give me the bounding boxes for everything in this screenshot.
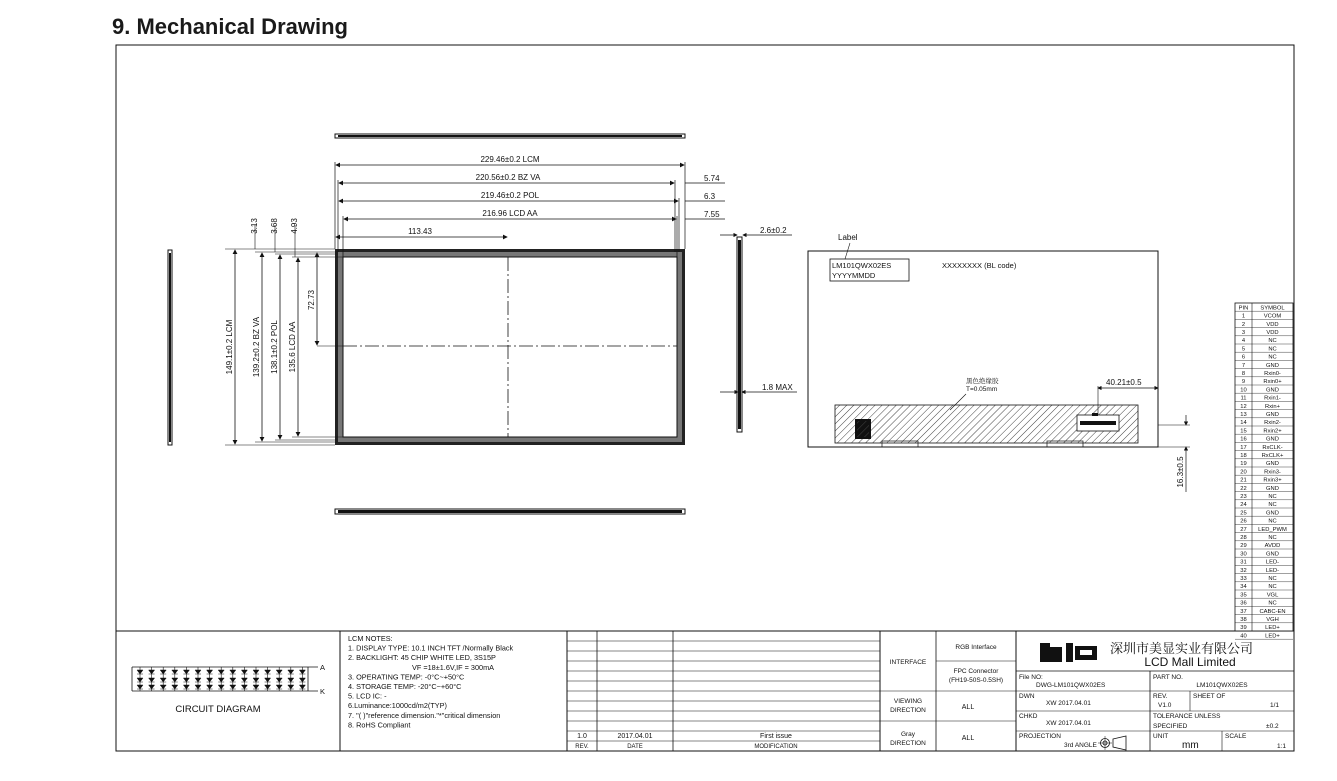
pin-number: 27 — [1240, 526, 1247, 533]
pin-number: 28 — [1240, 535, 1247, 541]
pin-symbol: Rxin0- — [1264, 371, 1281, 377]
label-tag: Label — [838, 233, 858, 242]
revision-date: 2017.04.01 — [617, 733, 653, 740]
viewing-value: ALL — [961, 704, 975, 711]
chkd-label: CHKD — [1019, 713, 1038, 720]
led-icon — [183, 670, 189, 674]
part-no: LM101QWX02ES — [1196, 682, 1248, 689]
led-icon — [241, 685, 247, 689]
tolerance-value: ±0.2 — [1266, 723, 1279, 730]
label-line-2: YYYYMMDD — [832, 271, 876, 280]
front-view — [168, 134, 725, 514]
rev-value: V1.0 — [1158, 702, 1172, 709]
led-icon — [195, 670, 201, 674]
dwn-label: DWN — [1019, 693, 1035, 700]
pin-symbol: VGH — [1266, 617, 1279, 623]
pin-symbol: GND — [1266, 436, 1279, 443]
rev-label: REV. — [1153, 693, 1168, 700]
pin-symbol: LED+ — [1265, 633, 1280, 640]
back-view — [808, 233, 1190, 492]
projection-symbol-icon — [1098, 736, 1126, 750]
note-line: 6.Luminance:1000cd/m2(TYP) — [348, 701, 447, 711]
led-icon — [288, 685, 294, 689]
chkd-value: XW 2017.04.01 — [1046, 720, 1091, 727]
pin-symbol: NC — [1268, 535, 1277, 541]
dim-lcm-height: 149.1±0.2 LCM — [225, 319, 234, 375]
pin-number: 22 — [1240, 485, 1247, 492]
pin-header-symbol: SYMBOL — [1260, 305, 1285, 312]
pin-number: 21 — [1240, 477, 1247, 484]
dim-fpc-offset: 40.21±0.5 — [1106, 378, 1142, 387]
pin-symbol: GND — [1266, 510, 1279, 517]
pin-symbol: Rxin1- — [1264, 395, 1281, 402]
dim-fpc-height: 16.3±0.5 — [1176, 456, 1185, 488]
tape-note-1: 黑色绝缘胶 — [966, 378, 999, 385]
note-line: 7. "( )"reference dimension."*"critical dimension — [348, 710, 501, 720]
led-icon — [276, 685, 282, 689]
viewing-label-2: DIRECTION — [890, 707, 926, 714]
note-line: VF =18±1.6V,IF = 300mA — [412, 662, 495, 672]
led-icon — [241, 670, 247, 674]
pin-number: 11 — [1240, 395, 1247, 402]
interface-fpc-2: (FH19-50S-0.5SH) — [948, 677, 1004, 684]
dim-top-offset-1: 3.13 — [250, 218, 259, 234]
pin-number: 18 — [1240, 453, 1247, 459]
pin-symbol: NC — [1268, 354, 1277, 361]
led-icon — [183, 685, 189, 689]
dim-pol-height: 138.1±0.2 POL — [270, 320, 279, 374]
dim-right-offset-3: 7.55 — [704, 210, 720, 219]
led-icon — [265, 685, 271, 689]
pin-number: 35 — [1240, 592, 1247, 599]
dim-lcd-aa-height: 135.6 LCD AA — [288, 321, 297, 373]
pin-symbol: GND — [1266, 551, 1279, 558]
pin-symbol: NC — [1268, 576, 1277, 582]
scale-label: SCALE — [1225, 733, 1247, 740]
dim-pol-width: 219.46±0.2 POL — [480, 191, 540, 200]
pin-symbol: NC — [1268, 338, 1277, 345]
dim-center-x: 113.43 — [408, 227, 432, 236]
led-icon — [172, 685, 178, 689]
company-name-en: LCD Mall Limited — [1144, 655, 1236, 669]
pin-number: 2 — [1241, 321, 1246, 328]
note-line: 4. STORAGE TEMP: -20°C~+60°C — [348, 682, 462, 691]
led-icon — [253, 685, 259, 689]
bl-code: XXXXXXXX (BL code) — [942, 261, 1017, 270]
pin-number: 13 — [1240, 412, 1247, 418]
dim-center-y: 72.73 — [307, 289, 316, 311]
led-icon — [137, 670, 143, 674]
pin-symbol: NC — [1268, 584, 1277, 591]
pin-symbol: LED+ — [1265, 625, 1280, 632]
circuit-cathode: K — [320, 687, 326, 696]
pin-symbol: NC — [1268, 600, 1277, 607]
page-title: 9. Mechanical Drawing — [112, 14, 348, 39]
pin-symbol: Rxin3- — [1264, 469, 1281, 476]
led-icon — [299, 685, 305, 689]
revision-header-date: DATE — [627, 744, 643, 750]
projection-value: 3rd ANGLE — [1064, 742, 1097, 749]
pin-number: 23 — [1240, 494, 1247, 500]
pin-header-pin: PIN — [1238, 305, 1249, 312]
pin-number: 38 — [1240, 617, 1247, 623]
pin-symbol: GND — [1266, 461, 1279, 468]
revision-modification: First issue — [760, 733, 792, 740]
led-icon — [160, 670, 166, 674]
note-line: 8. RoHS Compliant — [348, 720, 411, 730]
pin-number: 36 — [1240, 600, 1247, 607]
dim-right-offset-2: 6.3 — [704, 192, 716, 201]
pin-symbol: VCOM — [1263, 313, 1282, 320]
pin-symbol: NC — [1268, 346, 1277, 353]
interface-rgb: RGB Interface — [955, 644, 997, 651]
dim-top-offset-3: 4.93 — [290, 218, 299, 234]
note-line: 2. BACKLIGHT: 45 CHIP WHITE LED, 3S15P — [348, 653, 496, 663]
pin-number: 34 — [1240, 584, 1247, 591]
led-icon — [230, 678, 236, 682]
dwn-value: XW 2017.04.01 — [1046, 700, 1091, 707]
pin-number: 25 — [1240, 510, 1247, 517]
pin-symbol: GND — [1266, 387, 1279, 394]
company-logo — [1040, 643, 1097, 662]
pin-number: 20 — [1240, 469, 1247, 476]
note-line: 5. LCD IC: - — [348, 691, 387, 701]
pin-symbol: NC — [1268, 494, 1277, 500]
led-icon — [288, 670, 294, 674]
pin-symbol: NC — [1268, 502, 1277, 509]
led-icon — [207, 685, 213, 689]
pin-symbol: Rxin2+ — [1263, 428, 1282, 435]
pin-symbol: VDD — [1266, 330, 1279, 336]
led-icon — [149, 670, 155, 674]
pin-number: 24 — [1240, 502, 1247, 509]
file-no-label: File NO: — [1019, 674, 1043, 681]
pin-symbol: VDD — [1266, 321, 1279, 328]
led-icon — [160, 678, 166, 682]
pin-symbol: Rxin2- — [1264, 420, 1281, 427]
circuit-anode: A — [320, 663, 326, 672]
dim-bz-va-height: 139.2±0.2 BZ VA — [252, 316, 261, 378]
pin-number: 8 — [1241, 371, 1246, 377]
pin-table — [1235, 303, 1293, 639]
led-icon — [276, 678, 282, 682]
dim-top-offset-2: 3.68 — [270, 218, 279, 234]
led-icon — [195, 685, 201, 689]
dim-side-thickness: 2.6±0.2 — [760, 226, 787, 235]
part-no-label: PART NO. — [1153, 674, 1183, 681]
revision-header-modification: MODIFICATION — [754, 744, 798, 750]
scale-value: 1:1 — [1277, 743, 1287, 750]
pin-number: 3 — [1241, 330, 1246, 336]
interface-label: INTERFACE — [889, 659, 927, 666]
viewing-label-1: VIEWING — [893, 698, 923, 705]
led-icon — [149, 678, 155, 682]
pin-number: 39 — [1240, 625, 1247, 632]
pin-symbol: AVDD — [1264, 543, 1281, 550]
pin-number: 15 — [1240, 428, 1247, 435]
tape-note-2: T=0.05mm — [966, 386, 998, 393]
led-icon — [195, 678, 201, 682]
pin-number: 31 — [1240, 559, 1247, 566]
pin-symbol: LED- — [1265, 567, 1280, 574]
gray-label-2: DIRECTION — [890, 740, 926, 747]
pin-symbol: GND — [1266, 412, 1279, 418]
tolerance-label-2: SPECIFIED — [1153, 723, 1188, 730]
pin-number: 26 — [1240, 518, 1247, 525]
pin-number: 5 — [1241, 346, 1246, 353]
pin-symbol: GND — [1266, 362, 1279, 369]
led-icon — [160, 685, 166, 689]
led-icon — [137, 685, 143, 689]
unit-label: UNIT — [1153, 733, 1169, 740]
pin-symbol: Rxin3+ — [1263, 477, 1282, 484]
pin-number: 19 — [1240, 461, 1247, 468]
pin-number: 32 — [1240, 567, 1247, 574]
pin-number: 30 — [1240, 551, 1247, 558]
pin-number: 6 — [1241, 354, 1246, 361]
pin-number: 9 — [1241, 379, 1246, 386]
led-icon — [137, 678, 143, 682]
pin-number: 37 — [1240, 608, 1247, 615]
company-name-cn: 深圳市美显实业有限公司 — [1110, 641, 1254, 656]
file-no: DWG-LM101QWX02ES — [1036, 682, 1106, 689]
pin-number: 12 — [1240, 403, 1247, 410]
pin-number: 29 — [1240, 543, 1247, 550]
led-icon — [183, 678, 189, 682]
led-icon — [172, 678, 178, 682]
led-icon — [230, 670, 236, 674]
note-line: 1. DISPLAY TYPE: 10.1 INCH TFT /Normally Black — [348, 643, 514, 653]
gray-value: ALL — [961, 735, 975, 742]
pin-number: 4 — [1241, 338, 1246, 345]
tolerance-label-1: TOLERANCE UNLESS — [1153, 713, 1221, 720]
pin-symbol: LED_PWM — [1258, 526, 1287, 533]
dim-lcm-width: 229.46±0.2 LCM — [480, 155, 540, 164]
lcm-notes — [348, 634, 514, 729]
pin-symbol: LED- — [1265, 559, 1280, 566]
note-line: 3. OPERATING TEMP: -0°C~+50°C — [348, 672, 465, 682]
led-icon — [265, 670, 271, 674]
revision-header-rev: REV. — [575, 744, 589, 750]
pin-symbol: VGL — [1266, 592, 1279, 599]
title-block — [340, 631, 1294, 751]
pin-number: 7 — [1241, 362, 1246, 369]
pin-symbol: Rxin+ — [1265, 403, 1280, 410]
pin-number: 33 — [1240, 576, 1247, 582]
revision-number: 1.0 — [577, 733, 587, 740]
pin-number: 14 — [1240, 420, 1247, 427]
label-line-1: LM101QWX02ES — [832, 261, 892, 270]
gray-label-1: Gray — [900, 731, 916, 738]
pin-symbol: GND — [1266, 485, 1279, 492]
led-icon — [299, 678, 305, 682]
led-icon — [207, 678, 213, 682]
pin-symbol: CABC-EN — [1259, 608, 1286, 615]
led-icon — [241, 678, 247, 682]
circuit-diagram — [132, 663, 325, 715]
pin-number: 16 — [1240, 436, 1247, 443]
pin-number: 40 — [1240, 633, 1247, 640]
led-icon — [218, 685, 224, 689]
pin-symbol: NC — [1268, 518, 1277, 525]
sheet-value: 1/1 — [1270, 702, 1280, 709]
pin-symbol: Rxin0+ — [1263, 379, 1282, 386]
dim-lcd-aa-width: 216.96 LCD AA — [482, 209, 538, 218]
dim-side-max: 1.8 MAX — [762, 383, 793, 392]
led-icon — [276, 670, 282, 674]
interface-fpc-1: FPC Connector — [953, 668, 999, 675]
unit-value: mm — [1182, 740, 1199, 751]
led-icon — [253, 670, 259, 674]
pin-number: 17 — [1240, 444, 1247, 451]
led-icon — [218, 678, 224, 682]
led-icon — [172, 670, 178, 674]
led-icon — [265, 678, 271, 682]
led-icon — [149, 685, 155, 689]
led-icon — [299, 670, 305, 674]
led-icon — [218, 670, 224, 674]
pin-number: 10 — [1240, 387, 1247, 394]
pin-symbol: RxCLK- — [1262, 444, 1283, 451]
note-line: LCM NOTES: — [348, 634, 393, 643]
side-view — [720, 226, 797, 432]
dim-bz-va-width: 220.56±0.2 BZ VA — [475, 173, 541, 182]
circuit-label: CIRCUIT DIAGRAM — [175, 704, 261, 715]
led-icon — [230, 685, 236, 689]
pin-symbol: RxCLK+ — [1261, 453, 1284, 459]
projection-label: PROJECTION — [1019, 733, 1061, 740]
led-icon — [288, 678, 294, 682]
dim-right-offset-1: 5.74 — [704, 174, 720, 183]
sheet-label: SHEET OF — [1193, 693, 1226, 700]
led-icon — [253, 678, 259, 682]
led-icon — [207, 670, 213, 674]
pin-number: 1 — [1241, 313, 1246, 320]
